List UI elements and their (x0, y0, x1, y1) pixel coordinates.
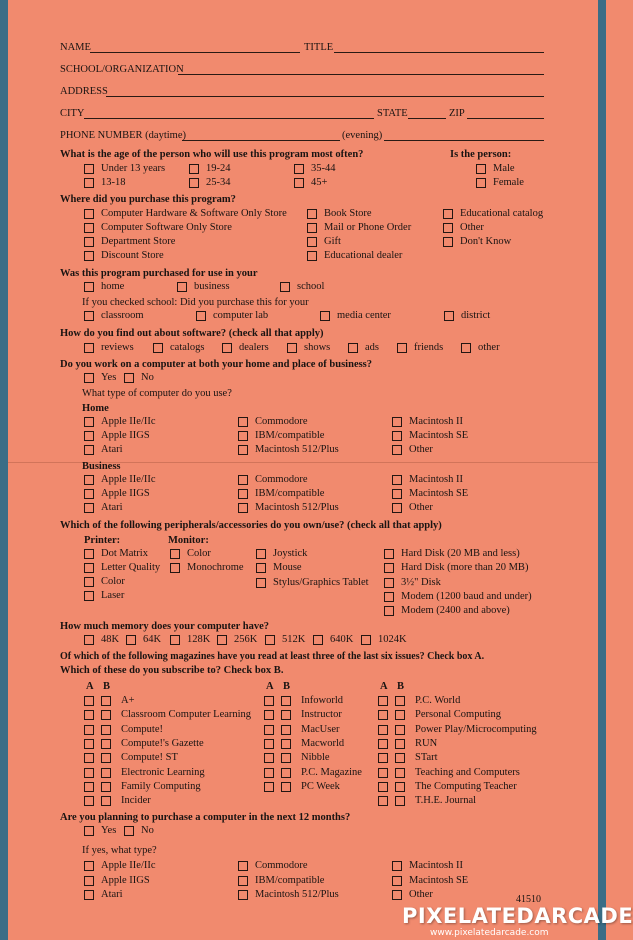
checkbox-a[interactable] (378, 753, 388, 763)
checkbox-b[interactable] (395, 768, 405, 778)
checkbox-a[interactable] (84, 753, 94, 763)
checkbox-b[interactable] (395, 739, 405, 749)
checkbox-a[interactable] (84, 782, 94, 792)
magazine-name: RUN (415, 737, 438, 749)
col1-b-header: B (103, 681, 111, 692)
magazine-name: STart (415, 752, 438, 764)
city-label: CITY (60, 108, 85, 119)
checkbox-b[interactable] (101, 696, 111, 706)
purchase-question: Where did you purchase this program? (60, 194, 236, 205)
checkbox-a[interactable] (378, 782, 388, 792)
magazine-name: P.C. World (415, 695, 461, 706)
magazine-name: T.H.E. Journal (415, 795, 477, 807)
business-heading: Business (82, 461, 121, 472)
home-heading: Home (82, 403, 109, 414)
checkbox-a[interactable] (264, 696, 274, 706)
checkbox-a[interactable] (264, 739, 274, 749)
checkbox-b[interactable] (281, 696, 291, 706)
checkbox-b[interactable] (395, 710, 405, 720)
checkbox-a[interactable] (84, 710, 94, 720)
checkbox-b[interactable] (281, 739, 291, 749)
memory-question: How much memory does your computer have? (60, 621, 270, 632)
evening-label: (evening) (342, 130, 383, 141)
magazine-name: Power Play/Microcomputing (415, 723, 537, 735)
checkbox-a[interactable] (378, 739, 388, 749)
checkbox-a[interactable] (84, 696, 94, 706)
checkbox-a[interactable] (378, 710, 388, 720)
checkbox-b[interactable] (101, 725, 111, 735)
what-type-question: If yes, what type? (82, 845, 157, 856)
phone-day-field[interactable] (182, 140, 340, 141)
magazine-name: Teaching and Computers (415, 766, 520, 778)
checkbox-b[interactable] (281, 782, 291, 792)
magazine-name: Compute! ST (121, 752, 178, 764)
age-question: What is the age of the person who will use this program most often? (60, 149, 364, 160)
checkbox-b[interactable] (101, 796, 111, 806)
magazine-question-a: Of which of the following magazines have you read at least three of the last six issues? Check box A. (60, 651, 485, 662)
left-border (0, 0, 8, 940)
gender-question: Is the person: (450, 149, 512, 160)
checkbox-a[interactable] (264, 710, 274, 720)
checkbox-a[interactable] (378, 768, 388, 778)
checkbox-b[interactable] (101, 753, 111, 763)
address-field[interactable] (106, 96, 544, 97)
checkbox-a[interactable] (378, 725, 388, 735)
checkbox-a[interactable] (378, 696, 388, 706)
magazine-name: PC Week (301, 780, 340, 792)
col2-a-header: A (266, 681, 274, 692)
checkbox-a[interactable] (264, 725, 274, 735)
state-label: STATE (377, 108, 408, 119)
magazine-name: Instructor (301, 709, 342, 721)
checkbox-b[interactable] (395, 696, 405, 706)
checkbox-b[interactable] (281, 725, 291, 735)
checkbox-a[interactable] (84, 768, 94, 778)
peripherals-question: Which of the following peripherals/accessories do you own/use? (check all that apply) (60, 520, 442, 531)
title-field[interactable] (334, 52, 544, 53)
col3-a-header: A (380, 681, 388, 692)
checkbox-b[interactable] (281, 710, 291, 720)
magazine-name: Compute! (121, 723, 163, 735)
right-border (598, 0, 606, 940)
state-field[interactable] (408, 118, 446, 119)
checkbox-b[interactable] (101, 739, 111, 749)
type-question: What type of computer do you use? (82, 388, 232, 399)
magazine-name: Nibble (301, 752, 330, 764)
magazine-name: Classroom Computer Learning (121, 709, 252, 721)
title-label: TITLE (304, 42, 334, 53)
checkbox-b[interactable] (281, 753, 291, 763)
magazine-name: Electronic Learning (121, 766, 205, 778)
find-question: How do you find out about software? (check all that apply) (60, 328, 324, 339)
school-field[interactable] (178, 74, 544, 75)
school-label: SCHOOL/ORGANIZATION (60, 64, 184, 75)
school-question: If you checked school: Did you purchase this for your (82, 297, 309, 308)
checkbox-a[interactable] (264, 753, 274, 763)
checkbox-b[interactable] (101, 710, 111, 720)
checkbox-a[interactable] (264, 782, 274, 792)
checkbox-a[interactable] (264, 768, 274, 778)
name-field[interactable] (90, 52, 300, 53)
magazine-name: MacUser (301, 723, 340, 735)
magazine-question-b: Which of these do you subscribe to? Check box B. (60, 665, 284, 676)
magazine-name: Personal Computing (415, 709, 502, 721)
magazine-name: P.C. Magazine (301, 766, 362, 778)
checkbox-a[interactable] (378, 796, 388, 806)
monitor-heading: Monitor: (168, 535, 209, 546)
checkbox-b[interactable] (395, 796, 405, 806)
checkbox-a[interactable] (84, 796, 94, 806)
magazine-name: Incider (121, 795, 151, 807)
plan-question: Are you planning to purchase a computer in the next 12 months? (60, 812, 351, 823)
checkbox-b[interactable] (101, 768, 111, 778)
magazine-name: Infoworld (301, 695, 343, 706)
city-field[interactable] (84, 118, 374, 119)
magazine-name: A+ (121, 695, 135, 706)
magazine-name: The Computing Teacher (415, 780, 517, 792)
checkbox-b[interactable] (395, 782, 405, 792)
zip-label: ZIP (449, 108, 465, 119)
col1-a-header: A (86, 681, 94, 692)
use-question: Was this program purchased for use in your (60, 268, 258, 279)
checkbox-b[interactable] (395, 753, 405, 763)
watermark-logo: PIXELATEDARCADE (402, 904, 633, 928)
name-label: NAME (60, 42, 91, 53)
checkbox-b[interactable] (101, 782, 111, 792)
form-code: 41510 (516, 894, 541, 905)
checkbox-a[interactable] (84, 725, 94, 735)
phone-label: PHONE NUMBER (daytime) (60, 130, 186, 141)
zip-field[interactable] (467, 118, 544, 119)
col3-b-header: B (397, 681, 405, 692)
checkbox-b[interactable] (281, 768, 291, 778)
address-label: ADDRESS (60, 86, 108, 97)
checkbox-a[interactable] (84, 739, 94, 749)
magazine-name: Family Computing (121, 780, 201, 792)
magazine-name: Compute!'s Gazette (121, 737, 204, 749)
col2-b-header: B (283, 681, 291, 692)
printer-heading: Printer: (84, 535, 121, 546)
watermark-url: www.pixelatedarcade.com (430, 928, 549, 938)
work-question: Do you work on a computer at both your home and place of business? (60, 359, 373, 370)
magazine-name: Macworld (301, 737, 345, 749)
checkbox-b[interactable] (395, 725, 405, 735)
phone-evening-field[interactable] (384, 140, 544, 141)
